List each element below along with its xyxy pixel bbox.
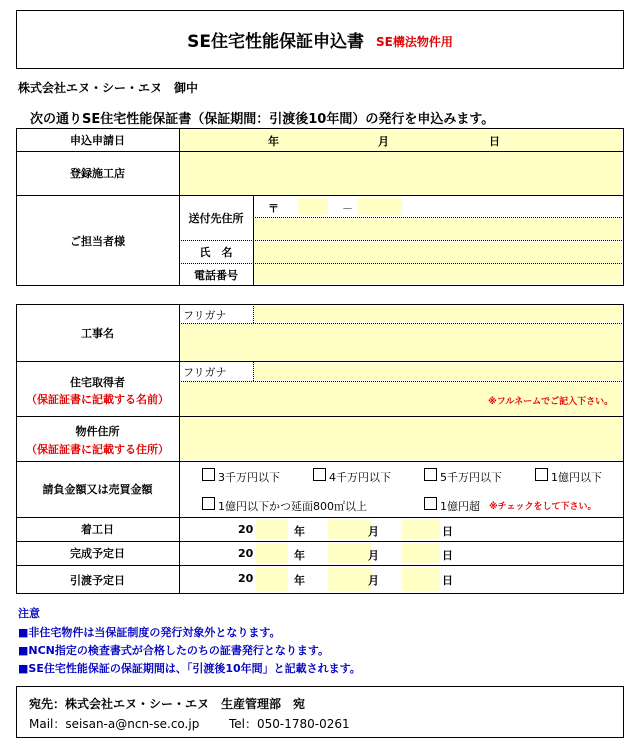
complete-century: 20: [238, 547, 254, 560]
check-note: ※チェックをして下さい。: [489, 502, 597, 512]
name-label: 氏 名: [199, 245, 233, 259]
complete-month-label: 月: [368, 549, 379, 562]
checkbox-under-50m[interactable]: [424, 468, 437, 481]
footer-recipient: 宛先：株式会社エヌ・シー・エヌ 生産管理部 宛: [29, 697, 306, 711]
form-title: SE住宅性能保証申込書: [187, 32, 364, 52]
complete-year-label: 年: [294, 549, 305, 562]
footer-mail: Mail：seisan-a@ncn-se.co.jp: [29, 717, 200, 731]
note-item: ■SE住宅性能保証の保証期間は、「引渡後10年間」と記載されます。: [18, 662, 361, 675]
handover-century: 20: [238, 572, 254, 585]
checkbox-under-100m[interactable]: [535, 468, 548, 481]
handover-date-label: 引渡予定日: [70, 573, 125, 587]
option-under-30m: 3千万円以下: [218, 471, 280, 484]
option-under-100m: 1億円以下: [551, 471, 602, 484]
address-label: 送付先住所: [188, 211, 244, 225]
fullname-note: ※フルネームでご記入下さい。: [488, 397, 614, 407]
start-date-label: 着工日: [81, 523, 114, 536]
day-label: 日: [489, 135, 500, 148]
month-label: 月: [378, 135, 389, 148]
application-date-label: 申込申請日: [70, 133, 125, 147]
start-year-label: 年: [294, 525, 305, 538]
start-month-label: 月: [368, 525, 379, 538]
notes-heading: 注意: [18, 607, 40, 620]
complete-day-label: 日: [442, 549, 453, 562]
owner-label: 住宅取得者: [70, 376, 125, 389]
checkbox-under-100m-800sqm[interactable]: [202, 497, 215, 510]
postal-mark: 〒: [268, 202, 279, 215]
footer-box: [16, 686, 624, 738]
owner-furigana-label: フリガナ: [183, 366, 227, 379]
option-under-40m: 4千万円以下: [329, 471, 391, 484]
checkbox-under-40m[interactable]: [313, 468, 326, 481]
note-item: ■非住宅物件は当保証制度の発行対象外となります。: [18, 626, 281, 639]
owner-note: （保証証書に記載する名前）: [26, 393, 169, 406]
handover-month-label: 月: [368, 574, 379, 587]
year-label: 年: [268, 135, 279, 148]
start-century: 20: [238, 523, 254, 536]
applicant-table: [16, 128, 624, 286]
complete-date-label: 完成予定日: [70, 547, 125, 560]
postal-dash: －: [342, 202, 353, 215]
handover-year-label: 年: [294, 574, 305, 587]
checkbox-under-30m[interactable]: [202, 468, 215, 481]
property-address-note: （保証証書に記載する住所）: [26, 443, 169, 456]
project-name-label: 工事名: [81, 326, 114, 340]
project-furigana-label: フリガナ: [183, 309, 227, 322]
title-box: [16, 10, 624, 69]
builder-label: 登録施工店: [70, 167, 125, 180]
phone-label: 電話番号: [194, 268, 238, 282]
intro-text: 次の通りSE住宅性能保証書（保証期間：引渡後10年間）の発行を申込みます。: [30, 112, 495, 127]
note-item: ■NCN指定の検査書式が合格したのちの証書発行となります。: [18, 644, 329, 657]
project-table: [16, 304, 624, 594]
amount-label: 請負金額又は売買金額: [42, 483, 153, 496]
property-address-label: 物件住所: [75, 425, 120, 438]
start-day-label: 日: [442, 525, 453, 538]
handover-day-label: 日: [442, 574, 453, 587]
form-subtitle: SE構法物件用: [376, 34, 453, 49]
contact-label: ご担当者様: [70, 234, 125, 248]
option-under-100m-800sqm: 1億円以下かつ延面800㎡以上: [218, 500, 367, 513]
footer-tel: Tel：050-1780-0261: [229, 717, 350, 731]
option-under-50m: 5千万円以下: [440, 471, 502, 484]
checkbox-over-100m[interactable]: [424, 497, 437, 510]
addressee: 株式会社エヌ・シー・エヌ 御中: [18, 81, 199, 95]
option-over-100m: 1億円超: [440, 500, 480, 513]
